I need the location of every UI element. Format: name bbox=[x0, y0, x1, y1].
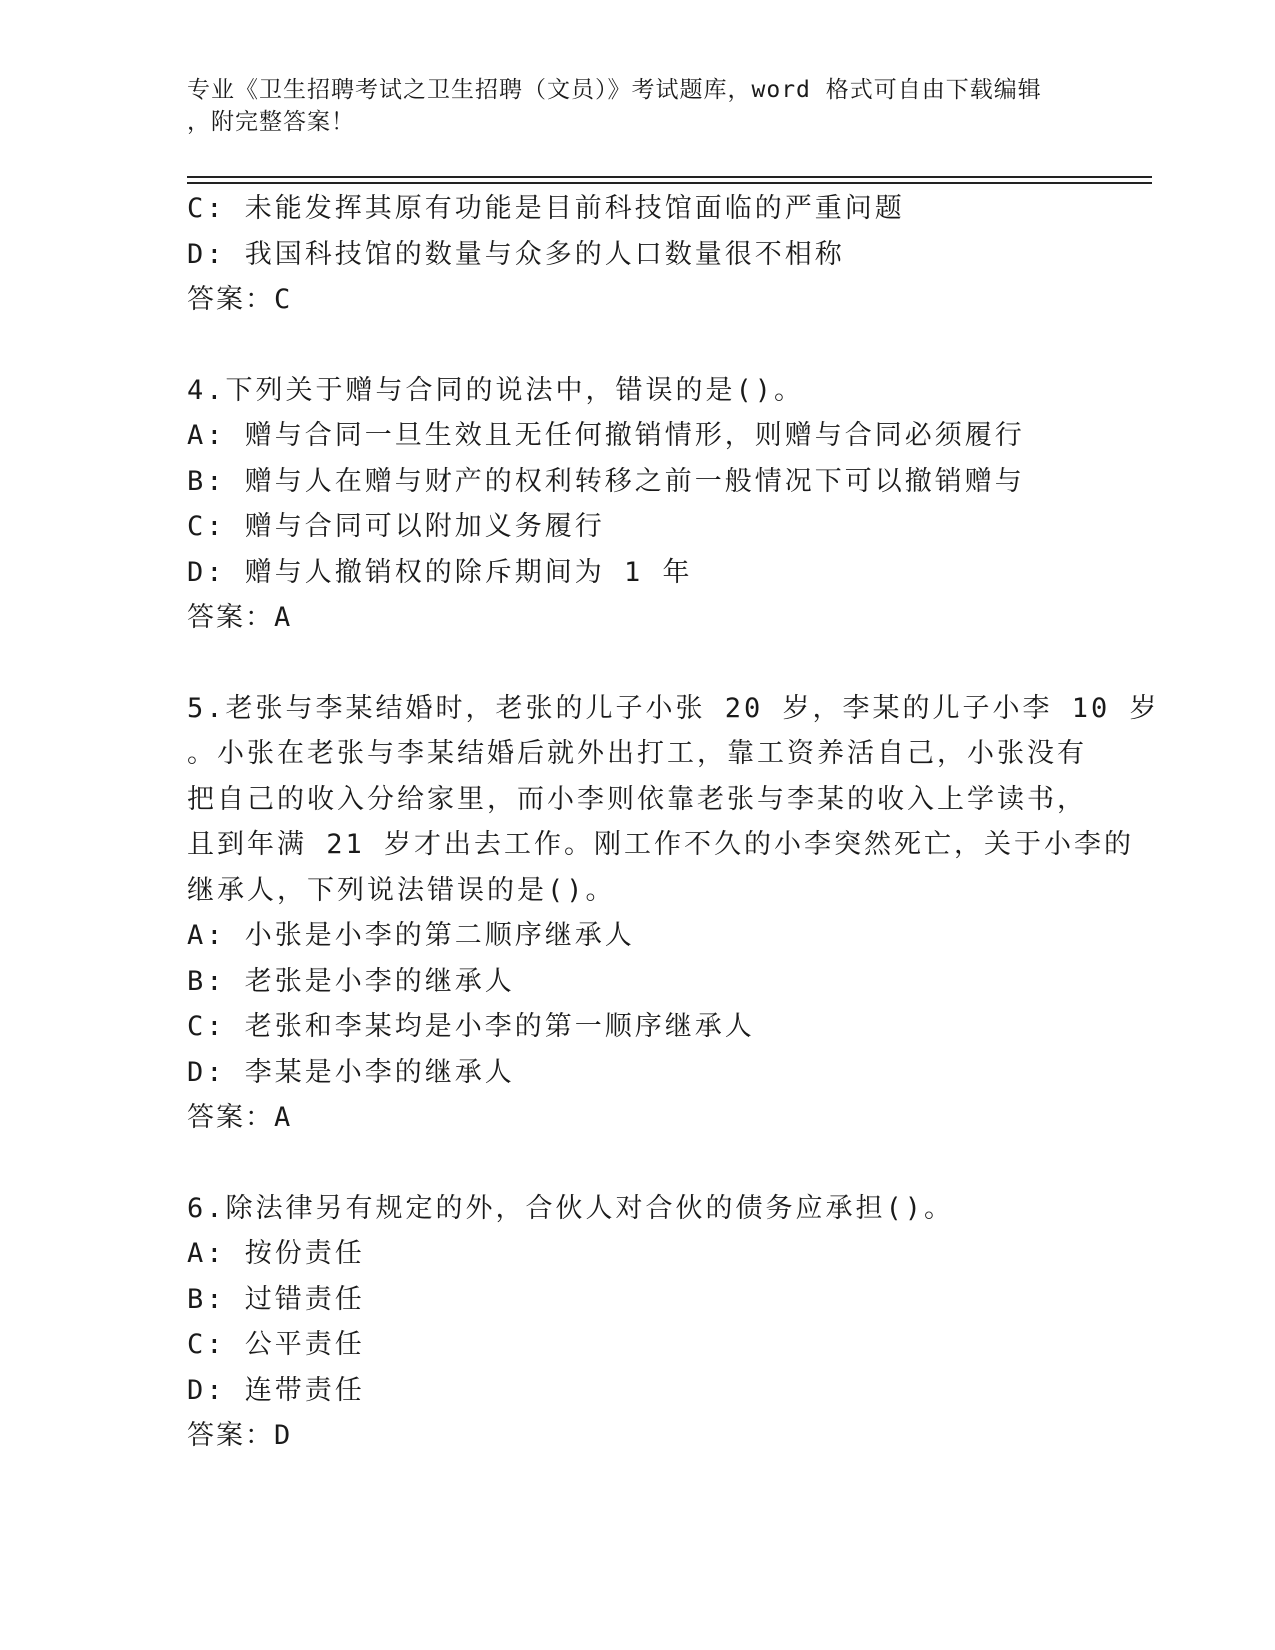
answer-line: 答案：D bbox=[187, 1420, 293, 1451]
question-6 bbox=[187, 1186, 1087, 1459]
option-c: C: 公平责任 bbox=[187, 1329, 365, 1360]
option-c: C: 老张和李某均是小李的第一顺序继承人 bbox=[187, 1011, 755, 1042]
spacer bbox=[187, 641, 1087, 686]
question-stem: 4.下列关于赠与合同的说法中，错误的是()。 bbox=[187, 374, 805, 406]
option-a: A: 赠与合同一旦生效且无任何撤销情形，则赠与合同必须履行 bbox=[187, 420, 1025, 451]
spacer bbox=[187, 1141, 1087, 1186]
question-stem-line-5: 继承人，下列说法错误的是()。 bbox=[187, 874, 616, 906]
option-d: D: 赠与人撤销权的除斥期间为 1 年 bbox=[187, 556, 693, 588]
header-line-1: 专业《卫生招聘考试之卫生招聘（文员）》考试题库，word 格式可自由下载编辑 bbox=[187, 77, 1042, 103]
option-d: D: 我国科技馆的数量与众多的人口数量很不相称 bbox=[187, 238, 845, 270]
answer-line: 答案：A bbox=[187, 602, 293, 633]
question-stem: 6.除法律另有规定的外，合伙人对合伙的债务应承担()。 bbox=[187, 1192, 955, 1224]
option-a: A: 按份责任 bbox=[187, 1238, 365, 1269]
document-header bbox=[187, 74, 1067, 138]
option-c: C: 未能发挥其原有功能是目前科技馆面临的严重问题 bbox=[187, 193, 905, 224]
option-b: B: 赠与人在赠与财产的权利转移之前一般情况下可以撤销赠与 bbox=[187, 465, 1025, 497]
question-stem-line-3: 把自己的收入分给家里，而小李则依靠老张与李某的收入上学读书， bbox=[187, 783, 1087, 815]
answer-line: 答案：A bbox=[187, 1102, 293, 1133]
question-stem-line-1: 5.老张与李某结婚时，老张的儿子小张 20 岁，李某的儿子小李 10 岁 bbox=[187, 692, 1160, 724]
header-rule-bottom bbox=[187, 182, 1152, 184]
question-3-continued bbox=[187, 186, 1087, 323]
question-stem-line-2: 。小张在老张与李某结婚后就外出打工，靠工资养活自己，小张没有 bbox=[187, 738, 1087, 769]
answer-line: 答案：C bbox=[187, 284, 293, 315]
option-c: C: 赠与合同可以附加义务履行 bbox=[187, 511, 605, 542]
header-line-2: ，附完整答案！ bbox=[187, 109, 355, 135]
question-stem-line-4: 且到年满 21 岁才出去工作。刚工作不久的小李突然死亡，关于小李的 bbox=[187, 829, 1135, 860]
option-a: A: 小张是小李的第二顺序继承人 bbox=[187, 920, 635, 951]
option-b: B: 老张是小李的继承人 bbox=[187, 965, 515, 997]
header-rule-top bbox=[187, 176, 1152, 178]
option-d: D: 连带责任 bbox=[187, 1374, 365, 1406]
option-b: B: 过错责任 bbox=[187, 1283, 365, 1315]
question-list bbox=[187, 186, 1160, 1459]
question-5 bbox=[187, 686, 1160, 1141]
spacer bbox=[187, 323, 1087, 368]
question-4 bbox=[187, 368, 1087, 641]
option-d: D: 李某是小李的继承人 bbox=[187, 1056, 515, 1088]
